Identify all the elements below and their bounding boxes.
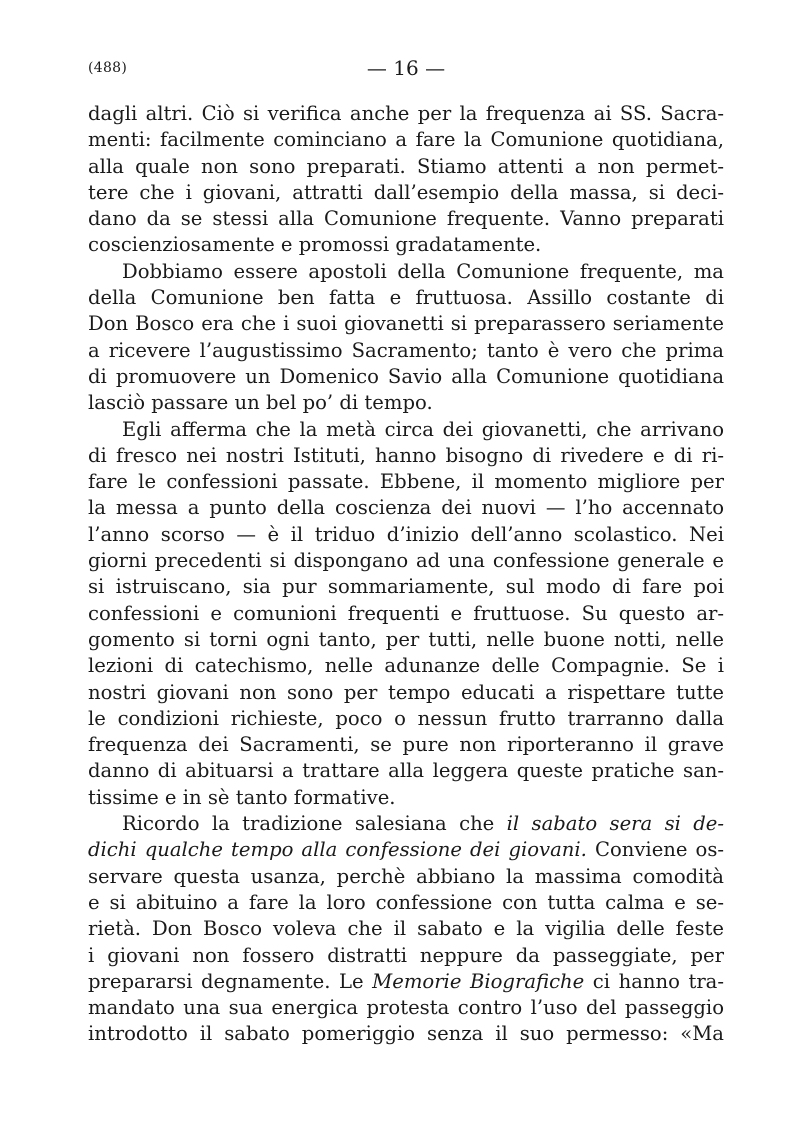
text-line: lezioni di catechismo, nelle adunanze delle Compagnie. Se i bbox=[88, 654, 724, 678]
text-line: lasciò passare un bel po’ di tempo. bbox=[88, 391, 433, 415]
page-reference: (488) bbox=[88, 60, 128, 76]
text-line: nostri giovani non sono per tempo educati a rispettare tutte bbox=[88, 680, 724, 704]
body-text bbox=[88, 101, 724, 1048]
paragraph-first-line bbox=[88, 811, 724, 837]
text-line: fare le confessioni passate. Ebbene, il momento migliore per bbox=[88, 470, 724, 494]
text-line: introdotto il sabato pomeriggio senza il suo permesso: «Ma bbox=[88, 1022, 724, 1046]
italic-quote: il sabato sera si de- bbox=[506, 812, 724, 836]
text-line: gomento si torni ogni tanto, per tutti, nelle buone notti, nelle bbox=[88, 627, 724, 651]
text-line: le condizioni richieste, poco o nessun frutto trarranno dalla bbox=[88, 706, 724, 730]
book-title: Memorie Biografiche bbox=[372, 969, 585, 993]
text-line: i giovani non fossero distratti neppure da passeggiate, per bbox=[88, 943, 724, 967]
text-line: dano da se stessi alla Comunione frequente. Vanno preparati bbox=[88, 207, 724, 231]
text-line: danno di abituarsi a trattare alla leggera queste pratiche san- bbox=[88, 759, 724, 783]
text-line bbox=[88, 969, 724, 995]
italic-quote: dichi qualche tempo alla confessione dei giovani. bbox=[88, 838, 587, 862]
page-header bbox=[88, 56, 724, 82]
text-line: la messa a punto della coscienza dei nuovi — l’ho accennato bbox=[88, 496, 724, 520]
text-line: frequenza dei Sacramenti, se pure non riporteranno il grave bbox=[88, 733, 724, 757]
text-line: e si abituino a fare la loro confessione con tutta calma e se- bbox=[88, 890, 724, 914]
text-line: alla quale non sono preparati. Stiamo attenti a non permet- bbox=[88, 154, 724, 178]
text-line: giorni precedenti si dispongano ad una confessione generale e bbox=[88, 549, 724, 573]
text-line: servare questa usanza, perchè abbiano la massima comodità bbox=[88, 864, 724, 888]
text-line: confessioni e comunioni frequenti e fruttuose. Su questo ar- bbox=[88, 601, 724, 625]
text-run: Conviene os- bbox=[586, 838, 725, 862]
text-line: l’anno scorso — è il triduo d’inizio dell’anno scolastico. Nei bbox=[88, 522, 724, 546]
text-line: della Comunione ben fatta e fruttuosa. Assillo costante di bbox=[88, 286, 724, 310]
text-run: ci hanno tra- bbox=[584, 969, 724, 993]
text-line: menti: facilmente cominciano a fare la Comunione quotidiana, bbox=[88, 128, 724, 152]
text-line: si istruiscano, sia pur sommariamente, sul modo di fare poi bbox=[88, 575, 724, 599]
page-number: — 16 — bbox=[366, 56, 446, 80]
text-line: di fresco nei nostri Istituti, hanno bisogno di rivedere e di ri- bbox=[88, 443, 724, 467]
text-line: di promuovere un Domenico Savio alla Comunione quotidiana bbox=[88, 364, 724, 388]
text-line: coscienziosamente e promossi gradatamente. bbox=[88, 233, 542, 257]
text-run: Ricordo la tradizione salesiana che bbox=[122, 812, 507, 836]
text-line: mandato una sua energica protesta contro l’uso del passeggio bbox=[88, 996, 724, 1020]
text-line: Don Bosco era che i suoi giovanetti si preparassero seriamente bbox=[88, 312, 724, 336]
paragraph-first-line: Egli afferma che la metà circa dei giovanetti, che arrivano bbox=[122, 417, 724, 441]
text-line: rietà. Don Bosco voleva che il sabato e la vigilia delle feste bbox=[88, 917, 724, 941]
text-line: tere che i giovani, attratti dall’esempio della massa, si deci- bbox=[88, 180, 724, 204]
text-run: prepararsi degnamente. Le bbox=[88, 969, 373, 993]
paragraph-first-line: Dobbiamo essere apostoli della Comunione frequente, ma bbox=[122, 259, 724, 283]
text-line bbox=[88, 837, 724, 863]
text-line: tissime e in sè tanto formative. bbox=[88, 785, 396, 809]
text-line: a ricevere l’augustissimo Sacramento; tanto è vero che prima bbox=[88, 338, 724, 362]
text-line: dagli altri. Ciò si verifica anche per la frequenza ai SS. Sacra- bbox=[88, 102, 724, 125]
